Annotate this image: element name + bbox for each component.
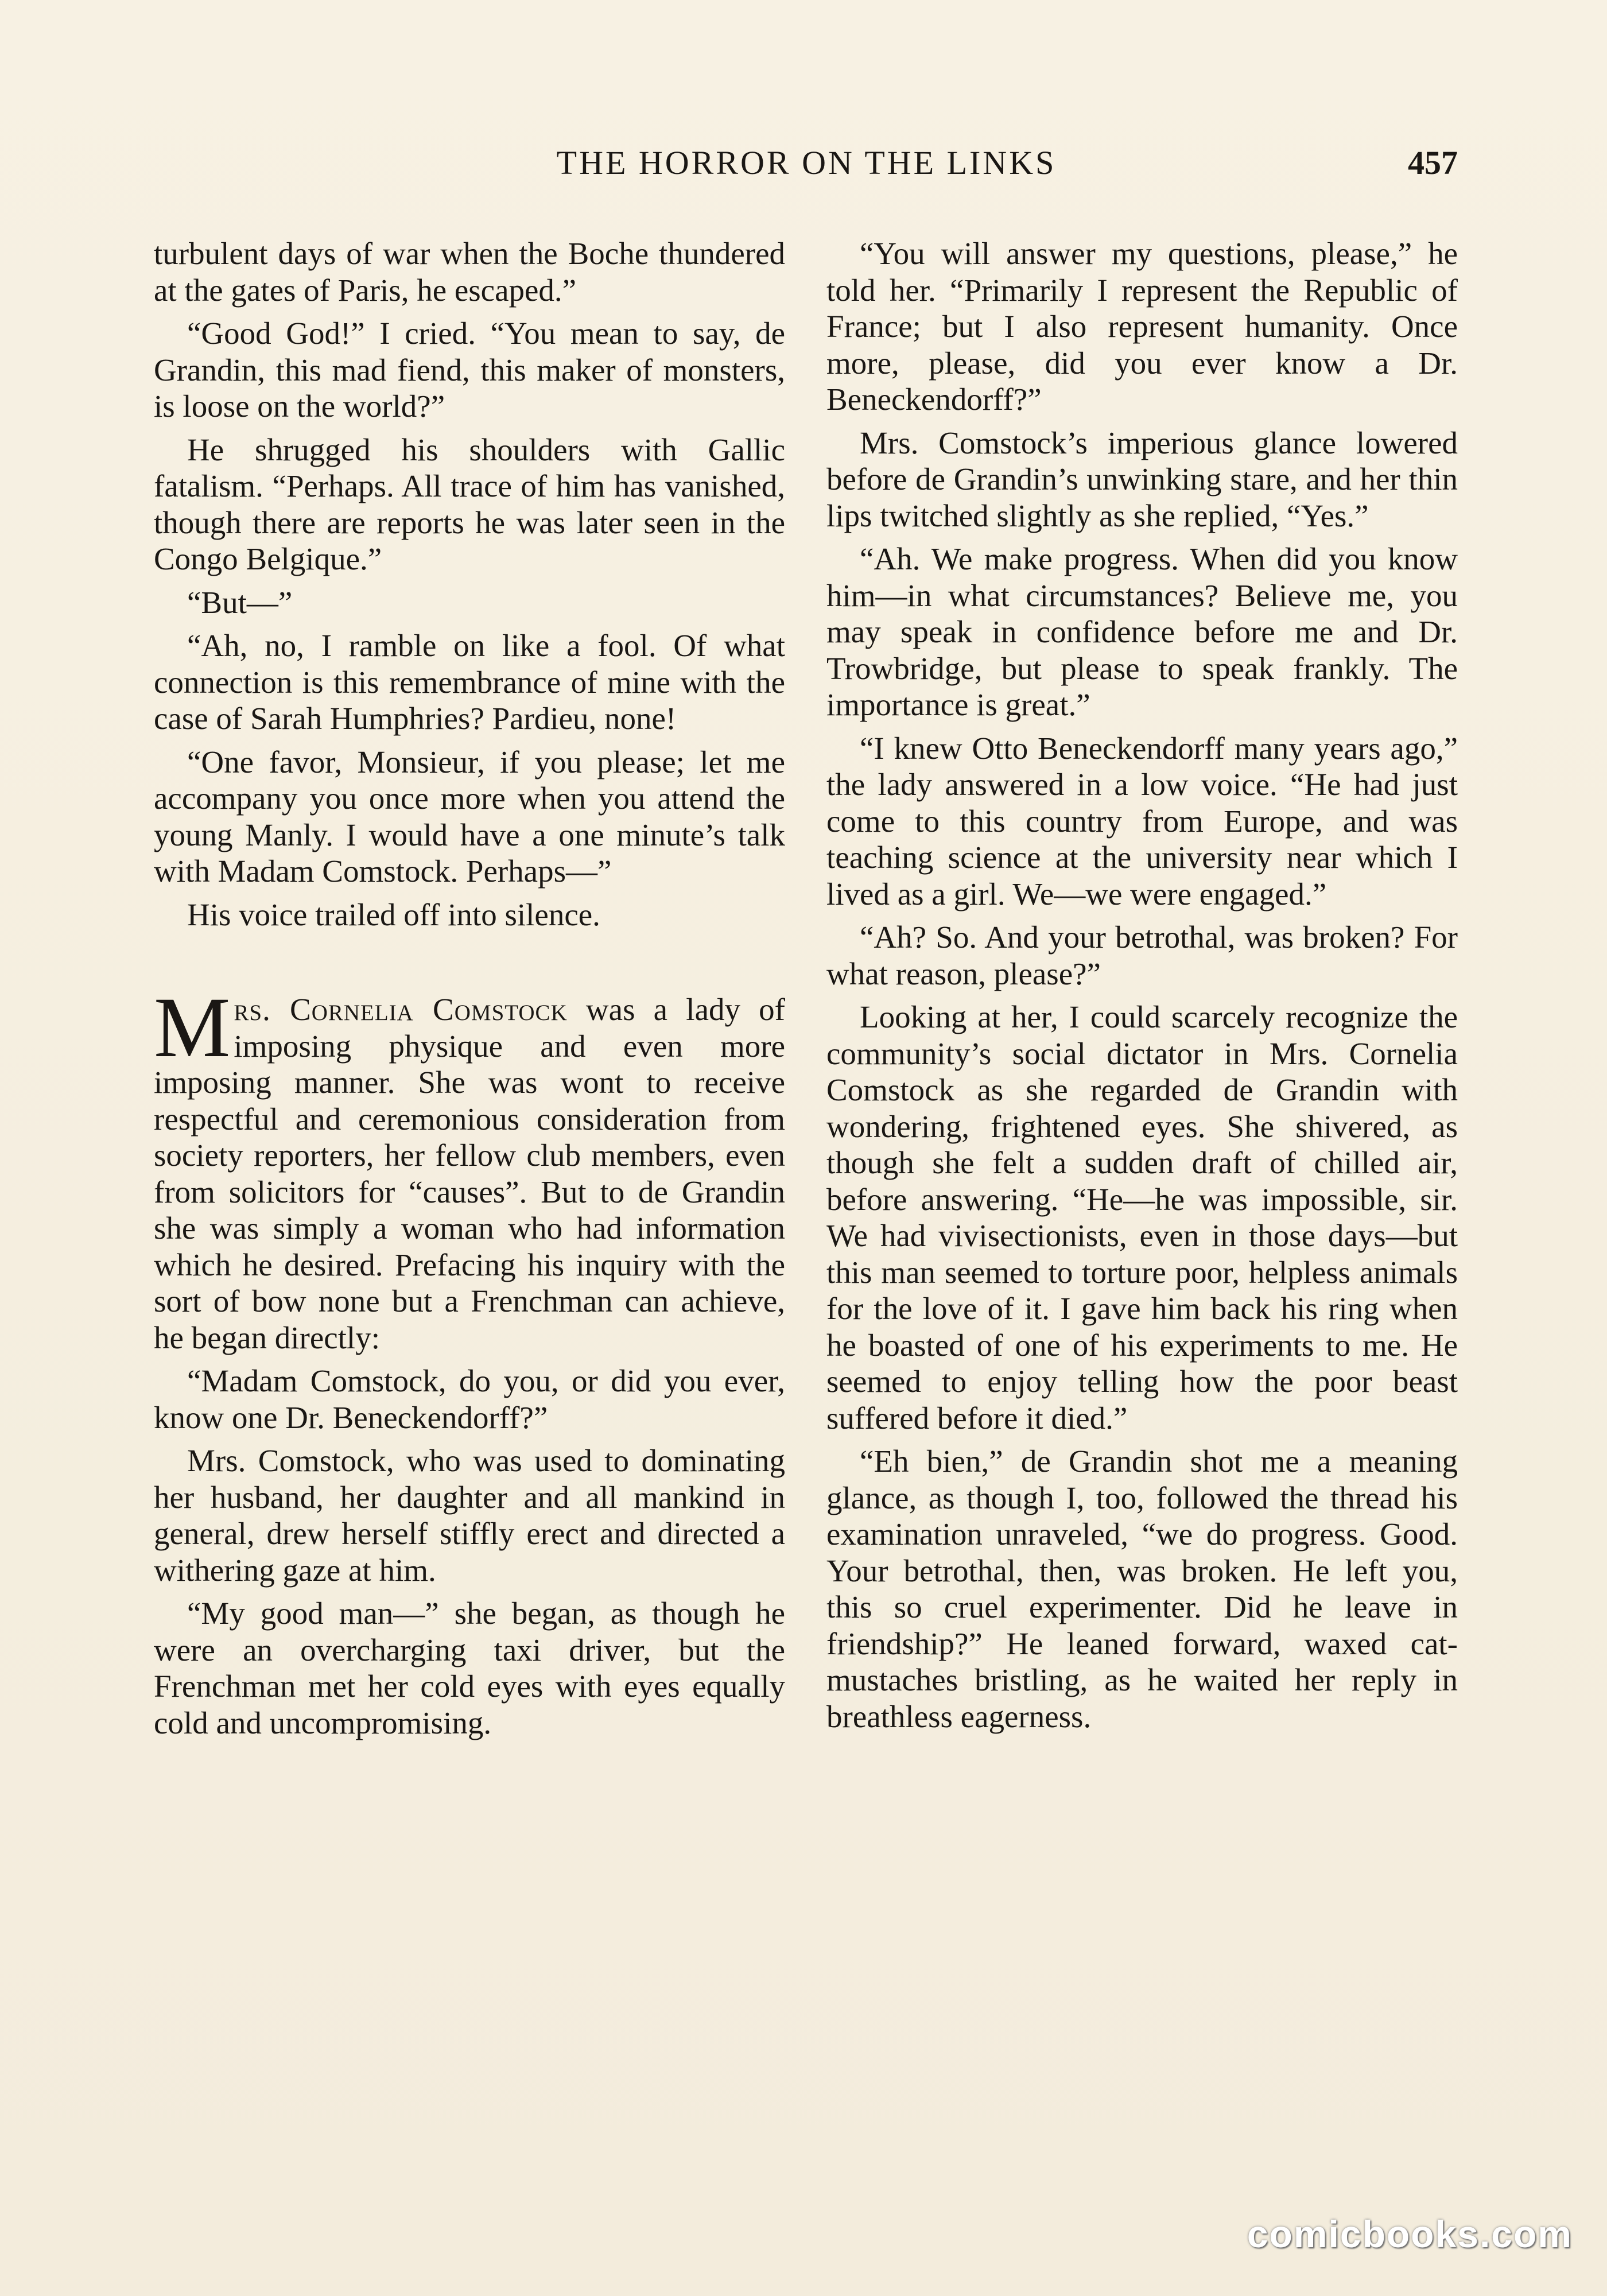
section-opening-paragraph <box>154 980 785 1356</box>
paragraph: “Ah? So. And your betrothal, was broken? For what reason, please?” <box>826 920 1458 991</box>
running-title: THE HORROR ON THE LINKS <box>556 144 1057 181</box>
paragraph: “You will answer my questions, please,” he told her. “Primarily I represent the Republic of France; but I also represent humanity. Once more, please, did you ever know a Dr. Beneckendorff?” <box>826 236 1458 417</box>
paragraph: Looking at her, I could scarcely recognize the community’s social dictator in Mrs. Cornelia Comstock as she regarded de Grandin with wondering, frightened eyes. She shivered, as though she felt a sudden draft of chilled air, before answering. “He—he was impossible, sir. We had vivisectionists, even in those days—but this man seemed to torture poor, helpless animals for the love of it. I gave him back his ring when he boasted of one of his experiments to me. He seemed to enjoy telling how the poor beast suffered before it died.” <box>826 999 1458 1436</box>
small-caps-name: rs. Cornelia Comstock <box>234 992 568 1027</box>
paragraph: “But—” <box>187 584 293 620</box>
left-column <box>154 235 785 1748</box>
paragraph: “Madam Comstock, do you, or did you ever, know one Dr. Beneckendorff?” <box>154 1363 785 1435</box>
paragraph: Mrs. Comstock’s imperious glance lowered before de Grandin’s unwinking stare, and her thin lips twitched slightly as she replied, “Yes.” <box>826 425 1458 533</box>
paragraph: He shrugged his shoulders with Gallic fatalism. “Perhaps. All trace of him has vanished, though there are reports he was later seen in the Congo Belgique.” <box>154 432 785 576</box>
right-column <box>826 235 1458 1742</box>
paragraph: “Ah, no, I ramble on like a fool. Of what connection is this remembrance of mine with the case of Sarah Humphries? Pardieu, none! <box>154 628 785 736</box>
paragraph: His voice trailed off into silence. <box>187 897 600 932</box>
paragraph: “I knew Otto Beneckendorff many years ago,” the lady answered in a low voice. “He had just come to this country from Europe, and was teaching science at the university near which I lived as a girl. We—we were engaged.” <box>826 730 1458 912</box>
paragraph: turbulent days of war when the Boche thundered at the gates of Paris, he escaped.” <box>154 236 785 308</box>
paragraph: Mrs. Comstock, who was used to dominating her husband, her daughter and all mankind in general, drew herself stiffly erect and directed a withering gaze at him. <box>154 1443 785 1588</box>
watermark-logo: comicbooks.com <box>1247 2213 1573 2255</box>
drop-cap: M <box>154 980 231 1075</box>
paragraph: “Ah. We make progress. When did you know him—in what circumstances? Believe me, you may speak in confidence before me and Dr. Trowbridge, but please to speak frankly. The importance is great.” <box>826 541 1458 722</box>
paragraph-text: was a lady of imposing physique and even more imposing manner. She was wont to receive respectful and ceremonious consideration from society reporters, her fellow club members, even from solicitors for “causes”. But to de Grandin she was simply a woman who had information which he desired. Prefacing his inquiry with the sort of bow none but a Frenchman can achieve, he began directly: <box>154 992 785 1355</box>
page-number: 457 <box>1408 144 1458 181</box>
running-head <box>155 144 1458 189</box>
paragraph: “Eh bien,” de Grandin shot me a meaning glance, as though I, too, followed the thread his examination unraveled, “we do progress. Good. Your betrothal, then, was broken. He left you, this so cruel experimenter. Did he leave in friendship?” He leaned forward, waxed cat-mustaches bristling, as he waited her reply in breathless eagerness. <box>826 1444 1458 1734</box>
paragraph: “My good man—” she began, as though he were an overcharging taxi driver, but the Frenchman met her cold eyes with eyes equally cold and uncompromising. <box>154 1596 785 1740</box>
paragraph: “One favor, Monsieur, if you please; let me accompany you once more when you attend the young Manly. I would have a one minute’s talk with Madam Comstock. Perhaps—” <box>154 744 785 889</box>
paragraph: “Good God!” I cried. “You mean to say, de Grandin, this mad fiend, this maker of monsters, is loose on the world?” <box>154 316 785 424</box>
section-break <box>154 940 785 991</box>
